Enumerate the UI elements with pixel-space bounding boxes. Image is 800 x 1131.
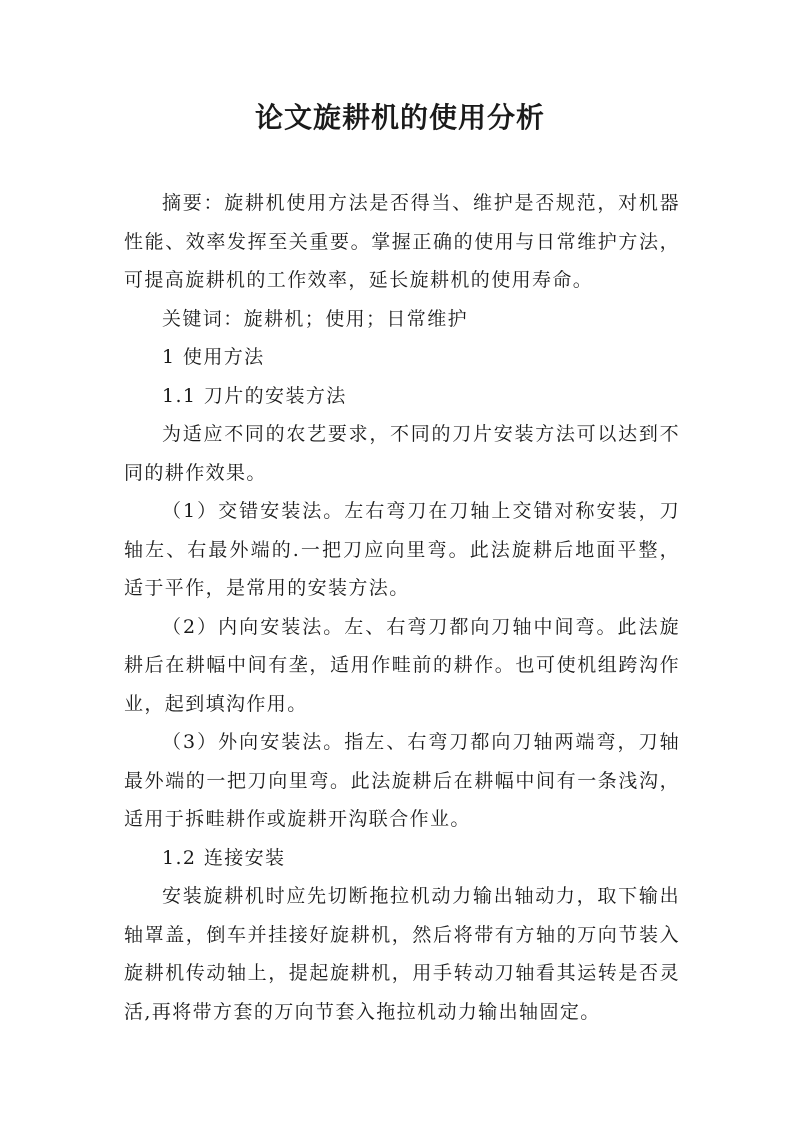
- section-heading-usage: 1 使用方法: [162, 346, 265, 368]
- keywords-paragraph: 关键词：旋耕机；使用；日常维护: [162, 307, 469, 330]
- body-paragraph: （2）内向安装法。左、右弯刀都向刀轴中间弯。此法旋耕后在耕幅中间有垄，适用作畦前的耕作。也可使机组跨沟作业，起到填沟作用。: [124, 615, 680, 715]
- subsection-heading-blade-install: 1.1 刀片的安装方法: [162, 384, 347, 407]
- abstract-paragraph: 摘要：旋耕机使用方法是否得当、维护是否规范，对机器性能、效率发挥至关重要。掌握正确的使用与日常维护方法，可提高旋耕机的工作效率，延长旋耕机的使用寿命。: [124, 192, 680, 291]
- body-paragraph: （1）交错安装法。左右弯刀在刀轴上交错对称安装，刀轴左、右最外端的.一把刀应向里弯。此法旋耕后地面平整，适于平作，是常用的安装方法。: [124, 500, 680, 599]
- body-paragraph: （3）外向安装法。指左、右弯刀都向刀轴两端弯，刀轴最外端的一把刀向里弯。此法旋耕后在耕幅中间有一条浅沟，适用于拆畦耕作或旋耕开沟联合作业。: [124, 731, 680, 830]
- body-paragraph: 安装旋耕机时应先切断拖拉机动力输出轴动力，取下输出轴罩盖，倒车并挂接好旋耕机，然后将带有方轴的万向节装入旋耕机传动轴上，提起旋耕机，用手转动刀轴看其运转是否灵活,再将带方套的万向节套入拖拉机动力输出轴固定。: [124, 885, 680, 1023]
- document-title: 论文旋耕机的使用分析: [254, 101, 545, 134]
- subsection-heading-connection: 1.2 连接安装: [162, 846, 286, 869]
- body-paragraph: 为适应不同的农艺要求，不同的刀片安装方法可以达到不同的耕作效果。: [124, 423, 680, 484]
- document-body: [124, 184, 680, 1031]
